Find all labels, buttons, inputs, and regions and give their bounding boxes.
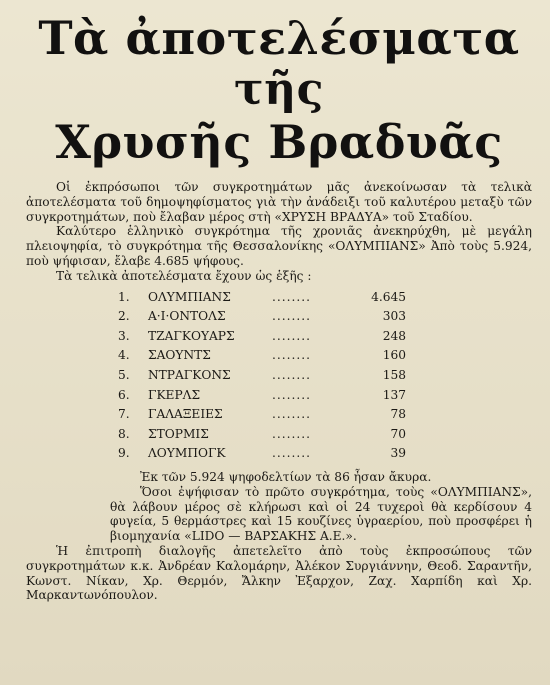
result-row bbox=[118, 427, 532, 447]
result-votes: 70 bbox=[390, 426, 406, 441]
result-rank: 1. bbox=[118, 289, 130, 304]
result-leader-dots: ........ bbox=[272, 407, 311, 422]
result-votes: 248 bbox=[382, 328, 406, 343]
indented-notes bbox=[110, 470, 532, 544]
paragraph-invalid-ballots: Ἐκ τῶν 5.924 ψηφοδελτίων τὰ 86 ἦσαν ἄκυρα. bbox=[140, 469, 432, 484]
result-band-name: ΟΛΥΜΠΙΑΝΣ bbox=[148, 289, 231, 304]
result-band-name: ΣΤΟΡΜΙΣ bbox=[148, 426, 209, 441]
result-row bbox=[118, 407, 532, 427]
paragraph-winner: Καλύτερο ἑλληνικὸ συγκρότημα τῆς χρονιᾶς ἀνεκηρύχθη, μὲ μεγάλη πλειοψηφία, τὸ συγκρότημα τῆς Θεσσαλονίκης «ΟΛΥΜΠΙΑΝΣ» Ἀπὸ τοὺς 5.924, ποὺ ψήφισαν, ἔλαβε 4.685 ψήφους. bbox=[26, 224, 532, 268]
results-list bbox=[118, 290, 532, 466]
result-leader-dots: ........ bbox=[272, 289, 311, 304]
result-rank: 5. bbox=[118, 367, 130, 382]
result-votes: 78 bbox=[390, 407, 406, 422]
paragraph-results-intro: Τὰ τελικὰ ἀποτελέσματα ἔχουν ὡς ἑξῆς : bbox=[56, 268, 312, 283]
result-votes: 158 bbox=[382, 367, 406, 382]
result-leader-dots: ........ bbox=[272, 328, 311, 343]
result-votes: 39 bbox=[390, 446, 406, 461]
headline-line-3: Χρυσῆς Βραδυᾶς bbox=[55, 115, 503, 169]
result-band-name: ΣΑΟΥΝΤΣ bbox=[148, 348, 211, 363]
headline-line-1: Τὰ ἀποτελέσματα bbox=[38, 11, 520, 65]
result-band-name: ΝΤΡΑΓΚΟΝΣ bbox=[148, 367, 231, 382]
result-band-name: ΤΖΑΓΚΟΥΑΡΣ bbox=[148, 328, 235, 343]
result-rank: 8. bbox=[118, 426, 130, 441]
result-rank: 2. bbox=[118, 309, 130, 324]
result-leader-dots: ........ bbox=[272, 367, 311, 382]
result-row bbox=[118, 329, 532, 349]
result-votes: 160 bbox=[382, 348, 406, 363]
result-votes: 4.645 bbox=[371, 289, 406, 304]
result-leader-dots: ........ bbox=[272, 309, 311, 324]
result-band-name: ΓΚΕΡΛΣ bbox=[148, 387, 201, 402]
result-band-name: ΛΟΥΜΠΟΓΚ bbox=[148, 446, 226, 461]
headline bbox=[26, 10, 532, 170]
result-band-name: Α·Ι·ΟΝΤΟΛΣ bbox=[148, 309, 226, 324]
paragraph-announcement: Οἱ ἐκπρόσωποι τῶν συγκροτημάτων μᾶς ἀνεκοίνωσαν τὰ τελικὰ ἀποτελέσματα τοῦ δημοψηφίσματος γιὰ τὴν ἀνάδειξι τοῦ καλυτέρου μεταξὺ τῶν συγκροτημάτων, ποὺ ἔλαβαν μέρος στὴ «ΧΡΥΣΗ ΒΡΑΔΥΑ» τοῦ Σταδίου. bbox=[26, 180, 532, 224]
result-row bbox=[118, 368, 532, 388]
result-rank: 3. bbox=[118, 328, 130, 343]
result-row bbox=[118, 290, 532, 310]
result-leader-dots: ........ bbox=[272, 387, 311, 402]
result-rank: 6. bbox=[118, 387, 130, 402]
result-votes: 137 bbox=[382, 387, 406, 402]
headline-line-2: τῆς bbox=[234, 64, 324, 115]
result-row bbox=[118, 309, 532, 329]
paragraph-prize-draw: Ὅσοι ἐψήφισαν τὸ πρῶτο συγκρότημα, τοὺς «ΟΛΥΜΠΙΑΝΣ», θὰ λάβουν μέρος σὲ κλήρωσι καὶ οἱ 24 τυχεροὶ θὰ κερδίσουν 4 φυγεία, 5 θερμάστρες καὶ 15 κουζίνες ὑγραερίου, ποὺ προσφέρει ἡ βιομηχανία «LIDO — ΒΑΡΣΑΚΗΣ Α.Ε.». bbox=[110, 484, 532, 544]
article-footer bbox=[26, 470, 532, 603]
result-leader-dots: ........ bbox=[272, 426, 311, 441]
result-leader-dots: ........ bbox=[272, 446, 311, 461]
result-rank: 7. bbox=[118, 407, 130, 422]
result-row bbox=[118, 446, 532, 466]
result-row bbox=[118, 348, 532, 368]
result-rank: 4. bbox=[118, 348, 130, 363]
result-leader-dots: ........ bbox=[272, 348, 311, 363]
article-body bbox=[26, 180, 532, 284]
paragraph-committee: Ἡ ἐπιτροπὴ διαλογῆς ἀπετελεῖτο ἀπὸ τοὺς ἐκπροσώπους τῶν συγκροτημάτων κ.κ. Ἀνδρέαν Καλομάρην, Ἀλέκον Συργιάννην, Θεοδ. Σαραντῆν, Κωνστ. Νίκαν, Χρ. Θερμόν, Ἄλκην Ἐξαρχον, Ζαχ. Χαρπίδη καὶ Χρ. Μαρκαντωνόπουλον. bbox=[26, 543, 532, 603]
result-votes: 303 bbox=[382, 309, 406, 324]
result-rank: 9. bbox=[118, 446, 130, 461]
result-row bbox=[118, 388, 532, 408]
result-band-name: ΓΑΛΑΞΕΙΕΣ bbox=[148, 407, 223, 422]
